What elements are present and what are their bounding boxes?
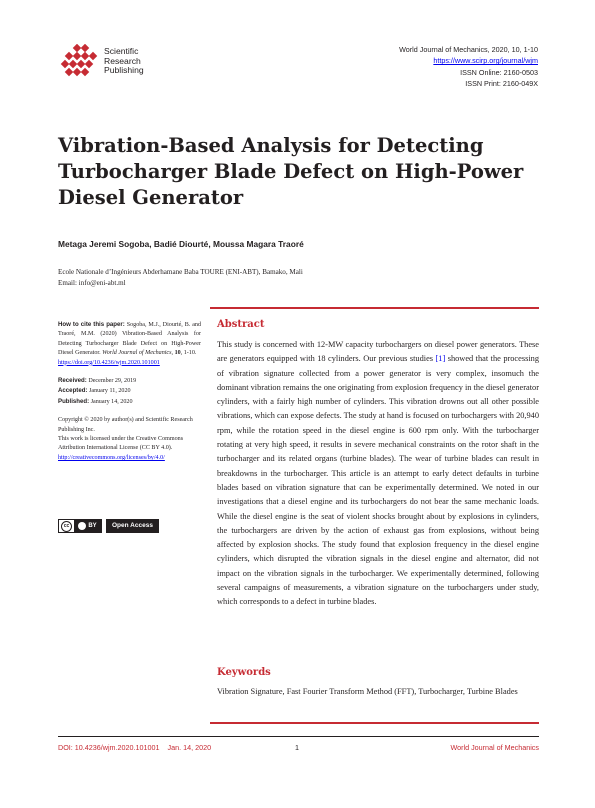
dates-block — [58, 376, 201, 407]
license-block — [58, 416, 201, 463]
abstract-heading: Abstract — [217, 319, 265, 330]
open-access-badge: Open Access — [106, 519, 159, 533]
cc-by-icon[interactable] — [58, 519, 102, 533]
abstract-body — [217, 338, 539, 610]
author-list: Metaga Jeremi Sogoba, Badié Diourté, Moussa Magara Traoré — [58, 239, 304, 249]
journal-url-link[interactable]: https://www.scirp.org/journal/wjm — [433, 56, 538, 66]
publisher-name — [104, 47, 144, 76]
publisher-name-line: Scientific — [104, 46, 139, 56]
citation-journal: World Journal of Mechanics, — [102, 350, 174, 357]
issn-online: ISSN Online: 2160-0503 — [460, 67, 538, 77]
keywords-list: Vibration Signature, Fast Fourier Transform Method (FFT), Turbocharger, Turbine Blades — [217, 687, 518, 696]
citation-block — [58, 320, 201, 368]
citation-text: Sogoba, M.J., Diourté, B. and Traoré, M.M. (2020) Vibration-Based Analysis for Detecting Turbocharger Blade Defect on High-Power Diesel Generator. — [58, 322, 201, 357]
footer-journal: World Journal of Mechanics — [450, 743, 539, 752]
abstract-text-part-2: showed that the processing of vibration signature collected from a power generator is very complex, insomuch the dominant vibration remains the one originating from explosion frequency in the diesel generator cylinders, with a fairly high number of cylinders. This vibration drowns out all other possible vibrations, which can expose defects. The study at hand is focused on turbochargers with 20,940 rpm, while the rotation speed in the diesel engine is 600 rpm only. With the turbocharger rotating at very high speed, it results in severe mechanical constraints on the rotor shaft in the turbocharger and its related organs (turbine blades). The wear of turbine blades can result in breakdowns in the turbocharger. This article is an attempt to early detect defaults in turbine blades based on vibration signature that can be experimentally determined. We noted in our investigations that a diesel engine and its turbochargers do not bear the same mechanic loads. While the diesel engine is the seat of violent shocks brought about by explosions in cylinders, the turbochargers are driven by the action of exhaust gas from explosions, without being affected by explosion shocks. The study found that explosion frequency in the diesel engine cylinders, which disrupted the vibration signals in the diesel engine and alternator, did not impact on the vibration signals in the turbocharger. We experimentally determined, following several campaigns of measurements, a vibration signature on the turbochargers under study, which corresponds to a defect in turbine blades. — [217, 354, 540, 607]
footer-rule — [58, 736, 539, 737]
issn-print: ISSN Print: 2160-049X — [465, 79, 538, 89]
journal-info — [399, 44, 538, 90]
paper-title: Vibration-Based Analysis for Detecting Turbocharger Blade Defect on High-Power Diesel Generator — [58, 134, 524, 209]
copyright-text: Copyright © 2020 by author(s) and Scientific Research Publishing Inc. — [58, 417, 193, 433]
accepted-date: January 11, 2020 — [89, 388, 131, 395]
abstract-text-part-1: This study is concerned with 12-MW capacity turbochargers on diesel power generators. These are generators equipped with 18 cylinders. Our previous studies — [217, 340, 539, 364]
publisher-diamond-logo — [60, 44, 100, 80]
published-label: Published: — [58, 397, 90, 405]
citation-volume: 10 — [174, 350, 181, 357]
reference-link[interactable]: [1] — [435, 354, 446, 364]
accepted-label: Accepted: — [58, 387, 88, 395]
citation-pages: , 1-10. — [180, 350, 197, 357]
person-icon — [78, 522, 86, 530]
publisher-name-line: Research — [104, 55, 141, 66]
by-text: BY — [88, 523, 97, 529]
journal-citation-line: World Journal of Mechanics, 2020, 10, 1-10 — [399, 45, 538, 54]
received-date: December 29, 2019 — [88, 378, 137, 385]
cc-text: cc — [61, 521, 72, 532]
email[interactable]: Email: info@eni-abt.ml — [58, 279, 126, 287]
article-sidebar — [58, 320, 201, 463]
received-label: Received: — [58, 377, 87, 385]
page-number: 1 — [295, 743, 299, 752]
footer-doi-date — [58, 743, 211, 752]
publisher-name-line: Publishing — [104, 65, 144, 76]
affiliation: Ecole Nationale d’Ingénieurs Abderhamane Baba TOURE (ENI-ABT), Bamako, Mali — [58, 268, 303, 276]
keywords-heading: Keywords — [217, 667, 271, 678]
citation-label: How to cite this paper: — [58, 321, 125, 328]
license-statement: This work is licensed under the Creative Commons Attribution International License (CC BY 4.0). — [58, 436, 184, 452]
doi-link[interactable]: https://doi.org/10.4236/wjm.2020.101001 — [58, 359, 160, 366]
published-date: January 14, 2020 — [90, 398, 133, 405]
license-badges — [58, 519, 159, 533]
footer-doi[interactable]: DOI: 10.4236/wjm.2020.101001 — [58, 743, 160, 752]
keywords-bottom-rule — [210, 722, 539, 724]
abstract-top-rule — [210, 307, 539, 309]
footer-date: Jan. 14, 2020 — [167, 743, 212, 752]
license-link[interactable]: http://creativecommons.org/licenses/by/4.0/ — [58, 454, 165, 461]
